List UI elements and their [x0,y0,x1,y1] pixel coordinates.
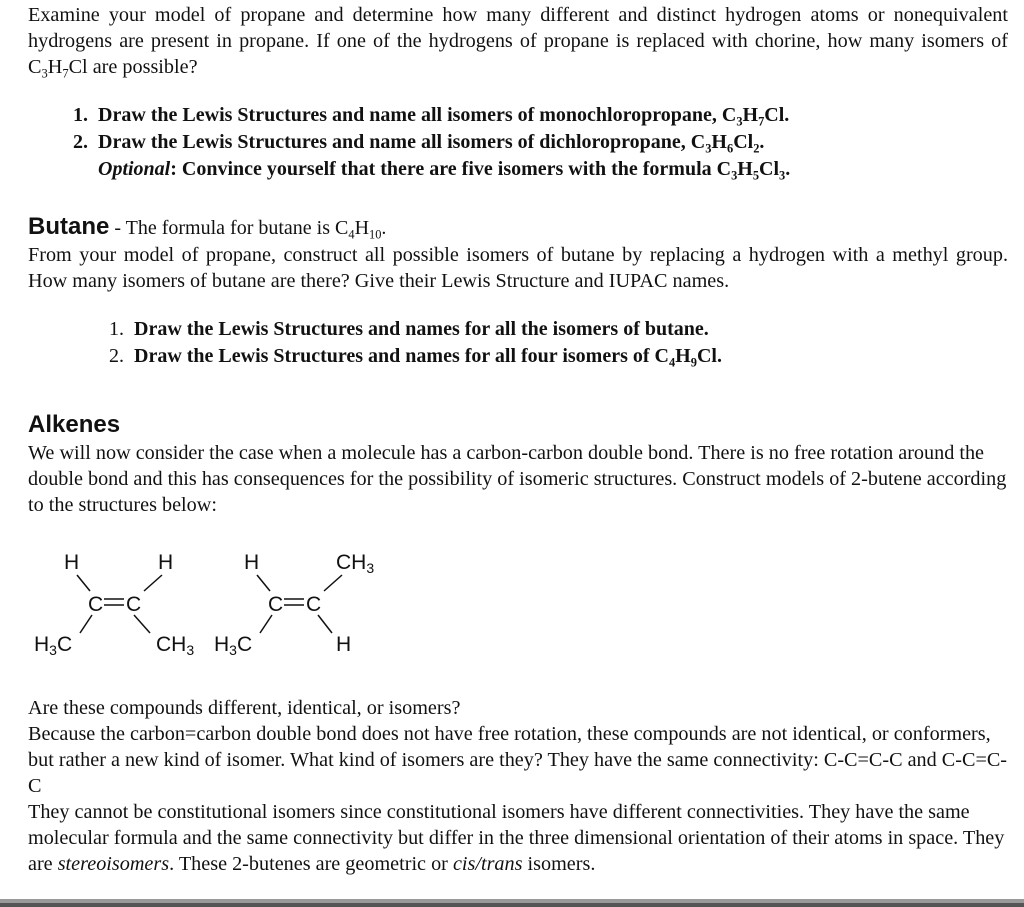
butane-heading: Butane - The formula for butane is $C_4H_{10}$. [28,213,387,242]
discussion-paragraph-2: They cannot be constitutional isomers since constitutional isomers have different connectivities. They have the same molecular formula and the same connectivity but differ in the three dimensional orientation of their atoms in space. They are stereoisomers. These 2-butenes are geometric or cis/trans isomers. [28,801,1005,875]
atom-label: H3C [214,633,253,658]
atom-label: CH3 [156,633,195,658]
alkenes-heading: Alkenes [28,411,121,438]
atom-label: H3C [34,633,73,658]
butene-structures [28,547,448,667]
butane-task-list [96,316,1008,370]
atom-label: H [64,551,80,574]
list-item: 1. Draw the Lewis Structures and names for all the isomers of butane. [109,318,709,340]
trans-2-butene-structure [214,551,374,658]
atom-label: C [126,593,142,616]
list-item: 2. Draw the Lewis Structures and name all isomers of dichloropropane, $C_3H_6Cl_2$. [73,131,765,156]
list-item: 1. Draw the Lewis Structures and name all isomers of monochloropropane, $C_3H_7Cl$. [73,104,790,129]
cis-2-butene-structure [34,551,194,658]
atom-label: C [88,593,104,616]
atom-label: H [158,551,174,574]
list-item: 2. Draw the Lewis Structures and names for all four isomers of $C_4H_9Cl$. [109,345,722,370]
document-page [28,2,1008,875]
question-line: Are these compounds different, identical, or isomers? [28,697,461,719]
intro-paragraph: Examine your model of propane and determine how many different and distinct hydrogen atoms or nonequivalent hydrogens are present in propane. If one of the hydrogens of propane is replaced with chorine, how many isomers of $C_3H_7Cl$ are possible? [28,4,1008,81]
optional-task: Optional: Convince yourself that there are five isomers with the formula $C_3H_5Cl_3$. [98,158,791,183]
atom-label: CH3 [336,551,375,576]
butane-paragraph: From your model of propane, construct all possible isomers of butane by replacing a hydrogen with a methyl group. How many isomers of butane are there? Give their Lewis Structure and IUPAC names. [28,244,1008,292]
propane-task-list [62,102,1008,183]
page-bottom-shadow [0,903,1024,907]
atom-label: C [268,593,284,616]
atom-label: C [306,593,322,616]
atom-label: H [244,551,260,574]
discussion-section [28,695,1008,877]
atom-label: H [336,633,352,656]
alkenes-paragraph: We will now consider the case when a molecule has a carbon-carbon double bond. There is no free rotation around the double bond and this has consequences for the possibility of isomeric structures. Construct models of 2-butene according to the structures below: [28,442,1007,516]
discussion-paragraph-1: Because the carbon=carbon double bond does not have free rotation, these compounds are not identical, or conformers, but rather a new kind of isomer. What kind of isomers are they? They have the same connectivity: C-C=C-C and C-C=C-C [28,723,1008,797]
